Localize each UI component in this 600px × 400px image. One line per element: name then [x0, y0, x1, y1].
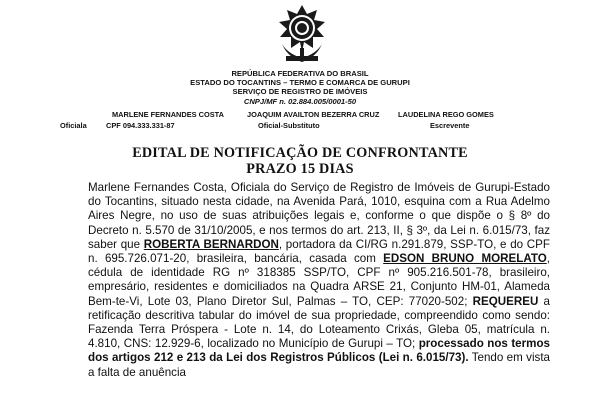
- signatory-name-1: MARLENE FERNANDES COSTA: [112, 110, 224, 119]
- signatory-name-3: LAUDELINA REGO GOMES: [398, 110, 494, 119]
- notice-title: EDITAL DE NOTIFICAÇÃO DE CONFRONTANTE: [132, 145, 468, 161]
- notice-body: [88, 181, 550, 380]
- notice-paragraph: [88, 181, 550, 380]
- body-text-3: , cédula de identidade RG nº 318385 SSP/TO, CPF nº 905.216.501-78, brasileiro, empresário, residentes e domiciliados na Quadra ARSE 21, Conjunto HM-01, Alameda Bem-te-Vi, Lote 03, Plano Diretor Sul, Palmas – TO, CEP: 77020-502;: [88, 252, 550, 308]
- signatory-role-2: Oficial-Substituto: [258, 121, 320, 130]
- notice-deadline: PRAZO 15 DIAS: [246, 161, 354, 177]
- body-text-2: , portadora da CI/RG n.291.879, SSP-TO, e do CPF n. 695.726.071-20, brasileira, bancária, casada com: [88, 237, 550, 266]
- header-line-cnpj: CNPJ/MF n. 02.884.005/0001-50: [243, 97, 357, 106]
- header-line-republic: REPÚBLICA FEDERATIVA DO BRASIL: [231, 69, 369, 78]
- requested-keyword: REQUEREU: [472, 294, 539, 308]
- body-text-5: Tendo em vista a falta de anuência: [88, 351, 550, 379]
- body-text-4: a retificação descritiva tabular do imóvel de sua propriedade, compreendido como sendo: Fazenda Terra Próspera - Lote n. 14, do Loteamento Crixás, Gleba 05, matrícula n. 4.810, CNS: 12.929-6, localizado no Município de Gurupi – TO;: [88, 294, 550, 351]
- coat-of-arms-icon: [274, 4, 330, 64]
- legal-basis-text: processado nos termos dos artigos 212 e 213 da Lei dos Registros Públicos (Lei n. 6.015/73).: [88, 337, 550, 365]
- signatory-cpf-1: CPF 094.333.331-87: [106, 121, 175, 130]
- signatory-role-3: Escrevente: [430, 121, 470, 130]
- signatory-role-1: Oficiala: [60, 121, 87, 130]
- party-name-edson: EDSON BRUNO MORELATO: [383, 252, 547, 266]
- party-name-roberta: ROBERTA BERNARDON: [143, 237, 279, 251]
- signatory-name-2: JOAQUIM AVAILTON BEZERRA CRUZ: [247, 110, 380, 119]
- header-line-state: ESTADO DO TOCANTINS – TERMO E COMARCA DE GURUPI: [190, 78, 410, 87]
- body-text-1: Marlene Fernandes Costa, Oficiala do Serviço de Registro de Imóveis de Gurupi-Estado do Tocantins, situado nesta cidade, na Avenida Pará, 1010, esquina com a Rua Adelmo Aires Negre, no uso de suas atribuições legais e, conforme o que dispõe o § 8º do Decreto n. 5.570 de 31/10/2005, e nos termos do art. 213, II, § 3º, da Lei n. 6.015/73, faz saber que: [88, 181, 550, 251]
- header-line-service: SERVIÇO DE REGISTRO DE IMÓVEIS: [232, 87, 368, 96]
